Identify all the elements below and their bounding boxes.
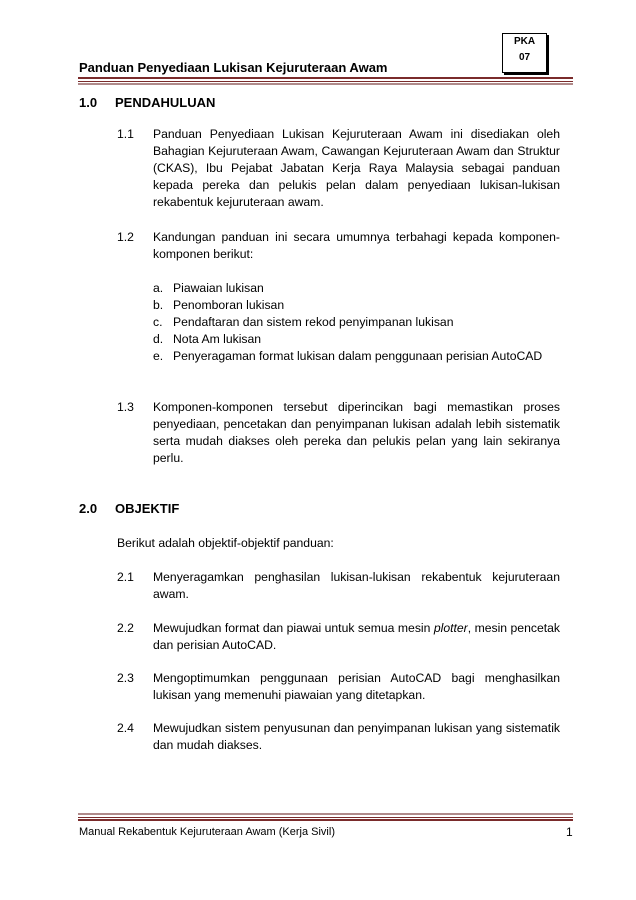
paragraph-text: Mengoptimumkan penggunaan perisian AutoCAD bagi menghasilkan lukisan yang memenuhi piawaian yang ditetapkan. — [153, 671, 560, 702]
section-number: 1.0 — [79, 95, 98, 110]
paragraph-number: 1.2 — [117, 230, 134, 244]
paragraph-number: 1.1 — [117, 127, 134, 141]
paragraph-text — [153, 620, 560, 654]
paragraph-number: 2.2 — [117, 621, 134, 635]
paragraph-text-part: Mewujudkan format dan piawai untuk semua mesin — [153, 621, 434, 635]
section-number: 2.0 — [79, 501, 98, 516]
footer-rule — [78, 813, 573, 815]
section-heading-2 — [79, 501, 179, 516]
list-item — [153, 297, 560, 314]
paragraph-2-1 — [117, 569, 560, 603]
footer-rule — [78, 817, 573, 818]
paragraph-2-2 — [117, 620, 560, 654]
paragraph-text: Kandungan panduan ini secara umumnya terbahagi kepada komponen-komponen berikut: — [153, 230, 560, 261]
paragraph-2-3 — [117, 670, 560, 704]
list-item — [153, 314, 560, 331]
list-text: Pendaftaran dan sistem rekod penyimpanan lukisan — [173, 315, 454, 329]
list-item — [153, 348, 560, 365]
document-code-box — [502, 33, 547, 73]
paragraph-2-4 — [117, 720, 560, 754]
paragraph-text: Panduan Penyediaan Lukisan Kejuruteraan Awam ini disediakan oleh Bahagian Kejuruteraan Awam, Cawangan Kejuruteraan Awam dan Struktur (CKAS), Ibu Pejabat Jabatan Kerja Raya Malaysia sebagai panduan kepada pereka dan pelukis pelan dalam penyediaan lukisan-lukisan rekabentuk kejuruteraan awam. — [153, 127, 560, 209]
list-letter: d. — [153, 332, 164, 346]
paragraph-text: Mewujudkan sistem penyusunan dan penyimpanan lukisan yang sistematik dan mudah diakses. — [153, 721, 560, 752]
list-item — [153, 280, 560, 297]
footer-rule — [78, 819, 573, 821]
page-number: 1 — [566, 825, 573, 839]
paragraph-text: Menyeragamkan penghasilan lukisan-lukisan rekabentuk kejuruteraan awam. — [153, 570, 560, 601]
paragraph-number: 2.1 — [117, 570, 134, 584]
section-title: OBJEKTIF — [115, 501, 180, 516]
paragraph-number: 2.4 — [117, 721, 134, 735]
header-rule — [78, 83, 573, 85]
paragraph-text-italic: plotter — [433, 621, 468, 635]
document-code-line1: PKA — [513, 36, 536, 47]
paragraph-text: Komponen-komponen tersebut diperincikan bagi memastikan proses penyediaan, pencetakan dan penyimpanan lukisan adalah lebih sistematik serta mudah diakses oleh pereka dan pelukis pelan yang lain sekiranya perlu. — [153, 400, 560, 465]
list-letter: e. — [153, 349, 164, 363]
header-rule — [78, 77, 573, 79]
list-letter: a. — [153, 281, 164, 295]
section-title: PENDAHULUAN — [115, 95, 216, 110]
section-intro: Berikut adalah objektif-objektif panduan: — [117, 536, 334, 550]
list-item — [153, 331, 560, 348]
footer-title: Manual Rekabentuk Kejuruteraan Awam (Kerja Sivil) — [79, 826, 335, 838]
list-letter: b. — [153, 298, 164, 312]
paragraph-number: 2.3 — [117, 671, 134, 685]
section-heading-1 — [79, 95, 215, 110]
paragraph-text-part: , mesin pencetak dan perisian AutoCAD. — [153, 621, 560, 652]
paragraph-1-2 — [117, 229, 560, 263]
header-rule — [78, 81, 573, 82]
paragraph-1-1 — [117, 126, 560, 211]
component-list — [153, 280, 560, 365]
list-text: Penyeragaman format lukisan dalam penggunaan perisian AutoCAD — [173, 349, 543, 363]
list-text: Piawaian lukisan — [173, 281, 264, 295]
list-text: Nota Am lukisan — [173, 332, 262, 346]
header-title: Panduan Penyediaan Lukisan Kejuruteraan Awam — [79, 60, 388, 75]
list-text: Penomboran lukisan — [173, 298, 285, 312]
document-code-line2: 07 — [518, 52, 531, 63]
list-letter: c. — [153, 315, 163, 329]
paragraph-1-3 — [117, 399, 560, 467]
paragraph-number: 1.3 — [117, 400, 134, 414]
